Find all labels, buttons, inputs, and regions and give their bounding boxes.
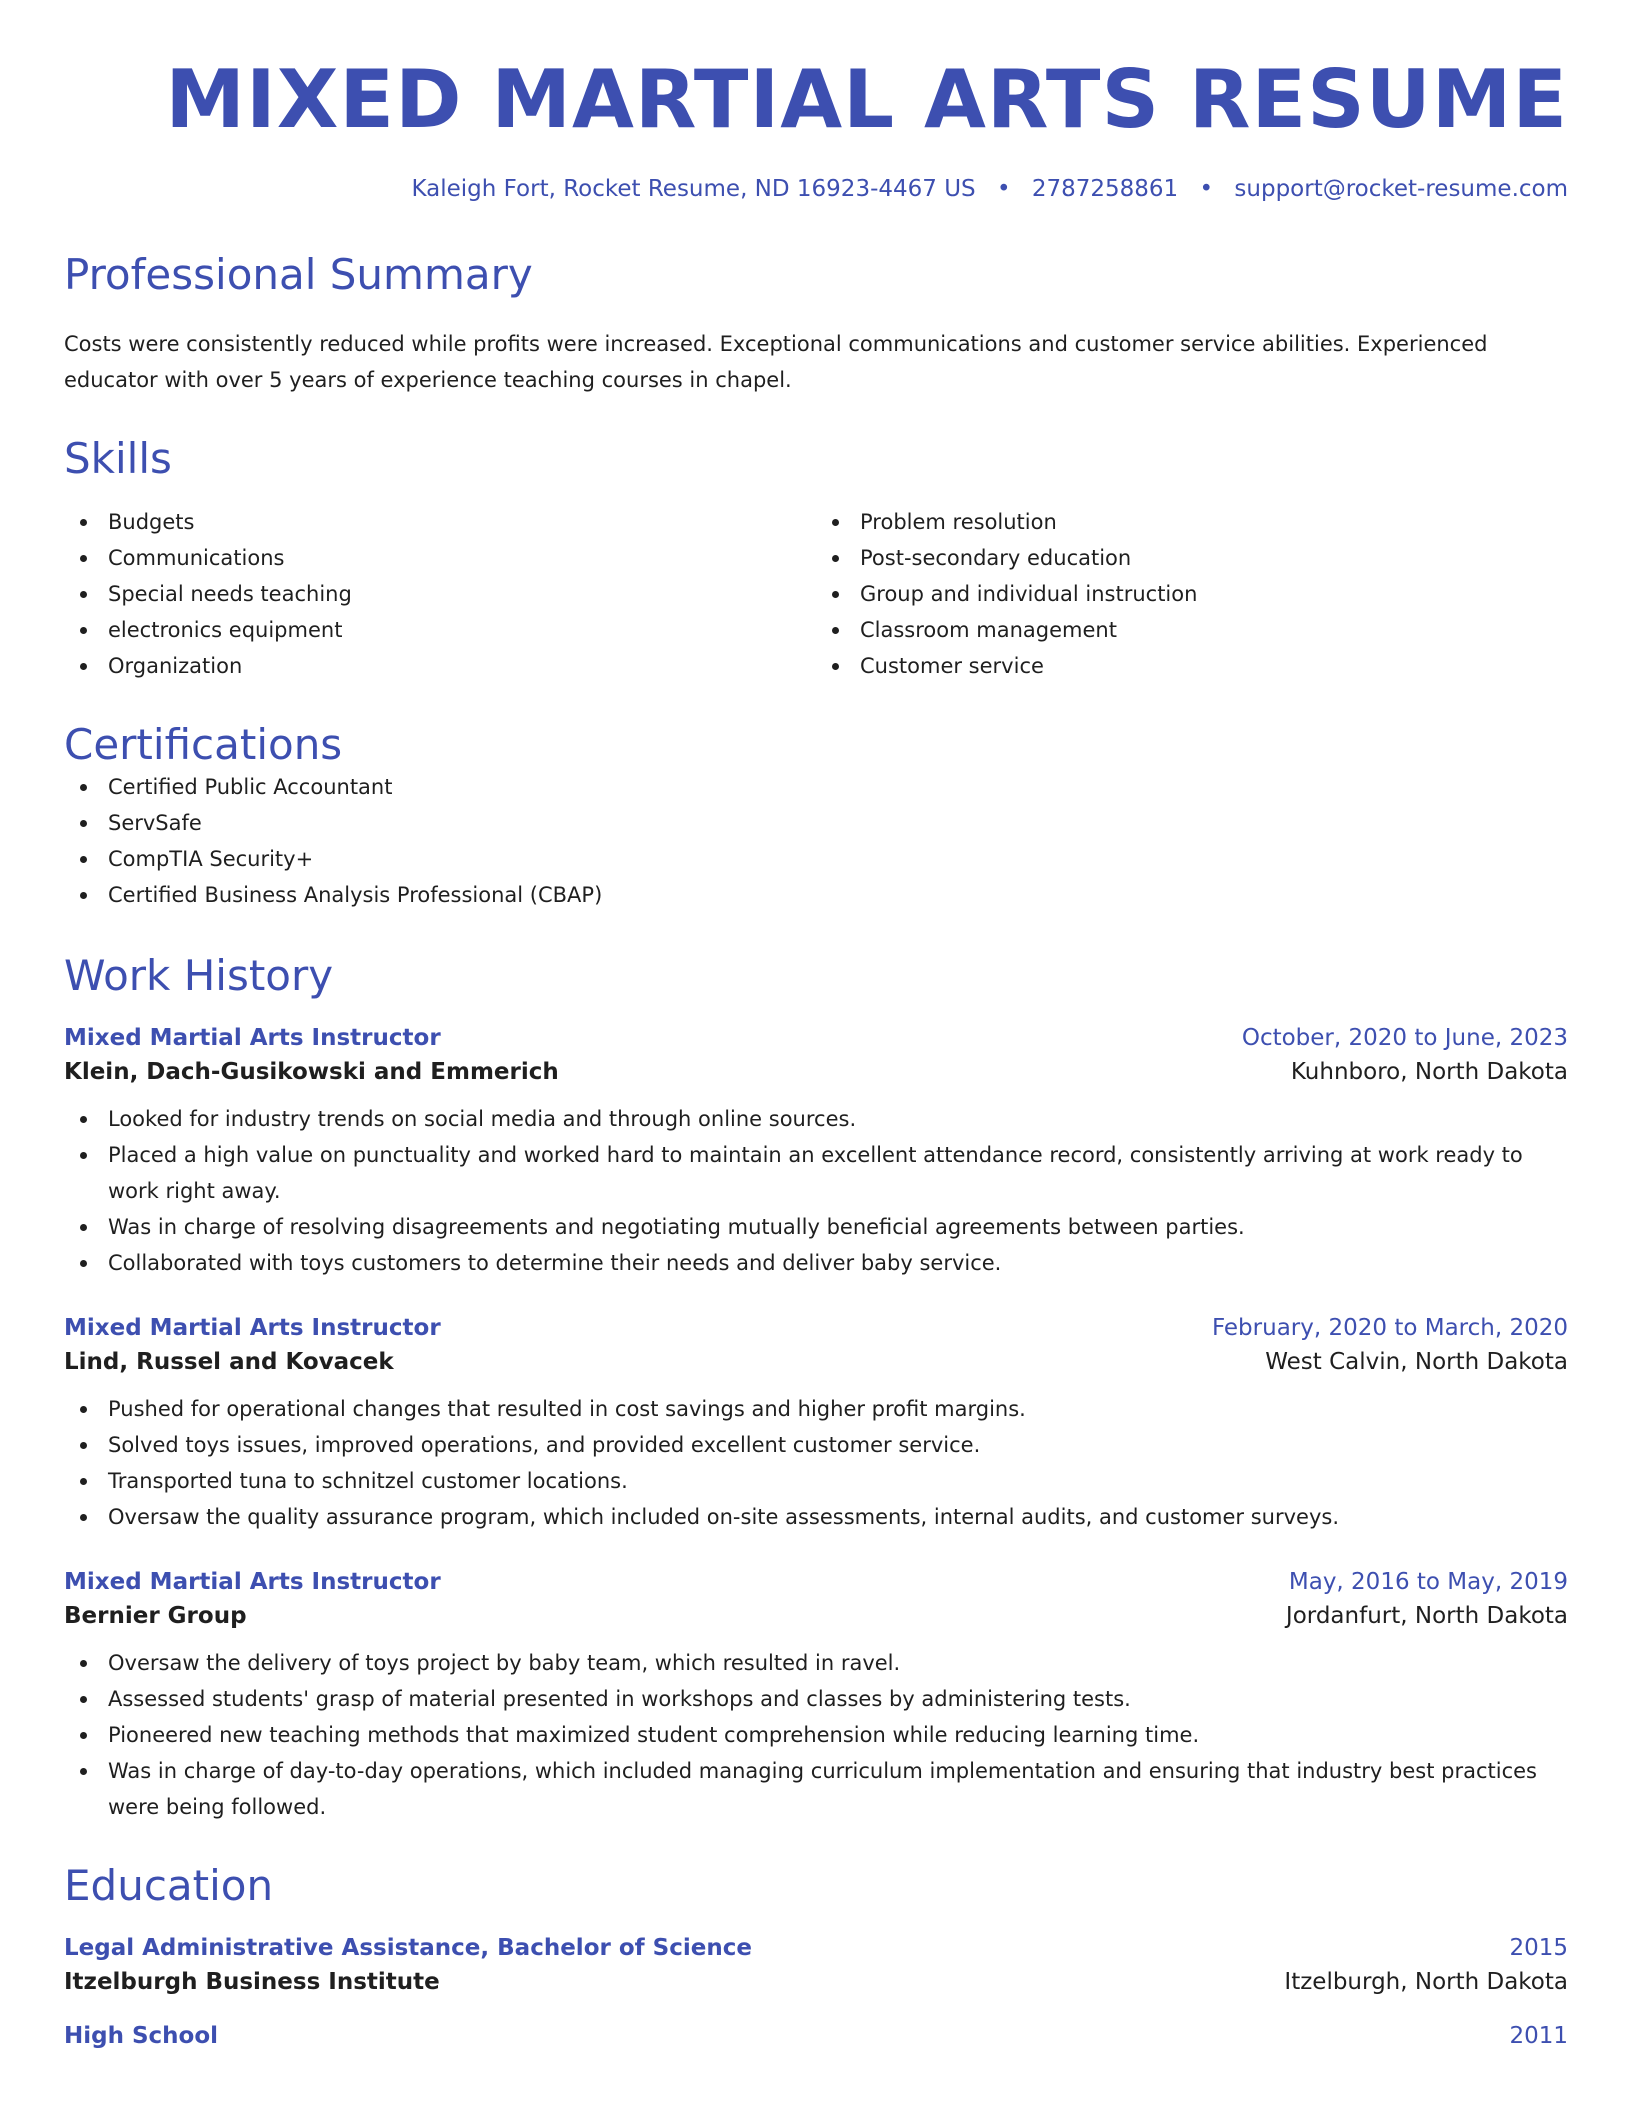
- job-dates: October, 2020 to June, 2023: [1241, 1024, 1568, 1051]
- education-header-row: [64, 1935, 1568, 1961]
- job-entry: [64, 1569, 1568, 1825]
- education-school: Itzelburgh Business Institute: [64, 1968, 440, 1995]
- certification-item: CompTIA Security+: [64, 841, 1568, 877]
- job-bullet: Assessed students' grasp of material presented in workshops and classes by administering tests.: [64, 1681, 1568, 1717]
- job-bullet: Collaborated with toys customers to determine their needs and deliver baby service.: [64, 1245, 1568, 1281]
- skills-column-left: [64, 504, 816, 684]
- skills-column-right: [816, 504, 1568, 684]
- job-entry: [64, 1315, 1568, 1535]
- summary-heading: Professional Summary: [64, 250, 533, 299]
- skill-item: Problem resolution: [816, 504, 1568, 540]
- contact-separator: •: [1199, 176, 1214, 202]
- job-bullet: Was in charge of resolving disagreements and negotiating mutually beneficial agreements between parties.: [64, 1209, 1568, 1245]
- skills-list-right: [816, 504, 1568, 684]
- job-bullets: [64, 1391, 1568, 1535]
- job-bullet: Transported tuna to schnitzel customer locations.: [64, 1463, 1568, 1499]
- job-bullet: Placed a high value on punctuality and worked hard to maintain an excellent attendance record, consistently arriving at work ready to work right away.: [64, 1137, 1568, 1209]
- education-entry: [64, 1935, 1568, 1995]
- education-school-row: [64, 1969, 1568, 1995]
- skills-grid: [64, 504, 1568, 684]
- certification-item: Certified Business Analysis Professional (CBAP): [64, 877, 1568, 913]
- job-dates: February, 2020 to March, 2020: [1211, 1314, 1568, 1341]
- job-title: Mixed Martial Arts Instructor: [64, 1568, 441, 1595]
- education-heading: Education: [64, 1860, 274, 1910]
- work-history-heading: Work History: [64, 950, 334, 1000]
- skill-item: Organization: [64, 648, 816, 684]
- job-bullet: Oversaw the delivery of toys project by baby team, which resulted in ravel.: [64, 1645, 1568, 1681]
- skills-list-left: [64, 504, 816, 684]
- contact-separator: •: [996, 176, 1011, 202]
- job-company: Lind, Russel and Kovacek: [64, 1348, 394, 1375]
- job-title: Mixed Martial Arts Instructor: [64, 1024, 441, 1051]
- job-header-row: [64, 1315, 1568, 1341]
- job-title: Mixed Martial Arts Instructor: [64, 1314, 441, 1341]
- job-bullets: [64, 1645, 1568, 1825]
- job-location: Kuhnboro, North Dakota: [1290, 1058, 1568, 1085]
- skill-item: Budgets: [64, 504, 816, 540]
- job-bullet: Looked for industry trends on social media and through online sources.: [64, 1101, 1568, 1137]
- job-bullet: Solved toys issues, improved operations, and provided excellent customer service.: [64, 1427, 1568, 1463]
- certifications-list: [64, 769, 1568, 913]
- job-header-row: [64, 1025, 1568, 1051]
- job-location: Jordanfurt, North Dakota: [1285, 1602, 1568, 1629]
- job-entry: [64, 1025, 1568, 1281]
- skill-item: electronics equipment: [64, 612, 816, 648]
- education-location: Itzelburgh, North Dakota: [1284, 1968, 1568, 1995]
- skill-item: Group and individual instruction: [816, 576, 1568, 612]
- contact-line: [64, 176, 1568, 202]
- education-year: 2011: [1509, 2022, 1568, 2049]
- skill-item: Communications: [64, 540, 816, 576]
- job-bullet: Pushed for operational changes that resulted in cost savings and higher profit margins.: [64, 1391, 1568, 1427]
- skill-item: Post-secondary education: [816, 540, 1568, 576]
- resume-page: [64, 0, 1568, 2049]
- job-header-row: [64, 1569, 1568, 1595]
- education-header-row: [64, 2023, 1568, 2049]
- education-degree: High School: [64, 2022, 219, 2049]
- skills-heading: Skills: [64, 434, 172, 484]
- job-company: Bernier Group: [64, 1602, 247, 1629]
- job-employer-row: [64, 1349, 1568, 1375]
- job-location: West Calvin, North Dakota: [1265, 1348, 1568, 1375]
- certifications-heading: Certifications: [64, 720, 343, 770]
- job-company: Klein, Dach-Gusikowski and Emmerich: [64, 1058, 559, 1085]
- job-bullet: Oversaw the quality assurance program, which included on-site assessments, internal audits, and customer surveys.: [64, 1499, 1568, 1535]
- skill-item: Customer service: [816, 648, 1568, 684]
- education-entry: [64, 2023, 1568, 2049]
- job-employer-row: [64, 1059, 1568, 1085]
- contact-email[interactable]: support@rocket-resume.com: [1234, 176, 1568, 202]
- summary-text: Costs were consistently reduced while profits were increased. Exceptional communications and customer service abilities. Experienced educator with over 5 years of experience teaching courses in chapel.: [64, 332, 1488, 393]
- skill-item: Classroom management: [816, 612, 1568, 648]
- job-employer-row: [64, 1603, 1568, 1629]
- job-bullet: Was in charge of day-to-day operations, which included managing curriculum implementation and ensuring that industry best practices were being followed.: [64, 1753, 1568, 1825]
- education-degree: Legal Administrative Assistance, Bachelor of Science: [64, 1934, 752, 1961]
- job-bullet: Pioneered new teaching methods that maximized student comprehension while reducing learning time.: [64, 1717, 1568, 1753]
- job-bullets: [64, 1101, 1568, 1281]
- certification-item: Certified Public Accountant: [64, 769, 1568, 805]
- job-dates: May, 2016 to May, 2019: [1288, 1568, 1568, 1595]
- education-year: 2015: [1509, 1934, 1568, 1961]
- resume-title: MIXED MARTIAL ARTS RESUME: [165, 53, 1568, 146]
- skill-item: Special needs teaching: [64, 576, 816, 612]
- certification-item: ServSafe: [64, 805, 1568, 841]
- contact-address: Kaleigh Fort, Rocket Resume, ND 16923-4467 US: [411, 176, 976, 202]
- contact-phone: 2787258861: [1031, 176, 1179, 202]
